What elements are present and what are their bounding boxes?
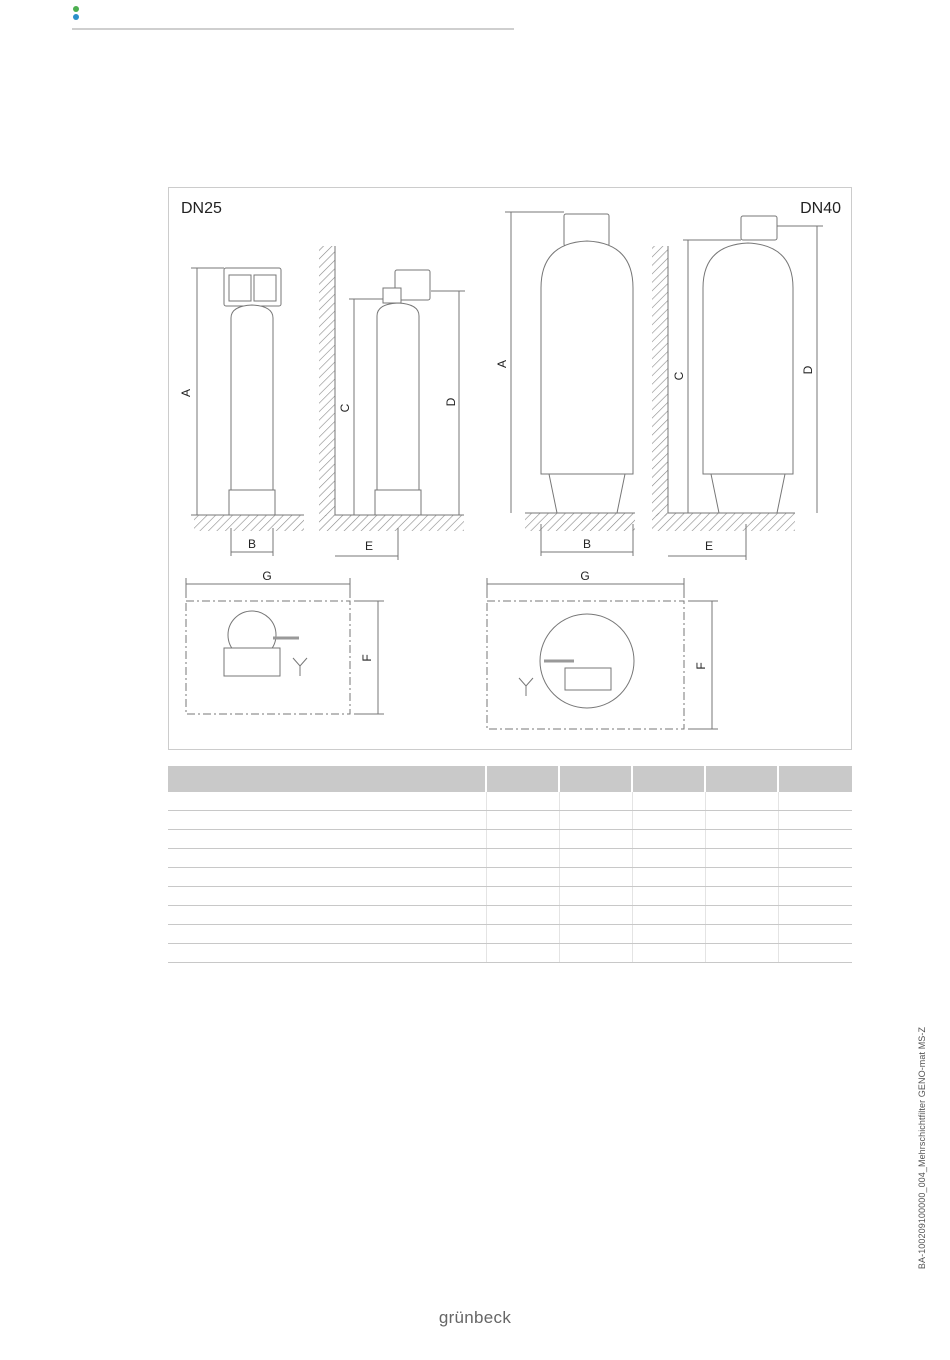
dim-e-left: E: [364, 539, 374, 553]
table-row: [168, 792, 852, 811]
table-row: [168, 868, 852, 887]
table-cell: [559, 830, 632, 849]
table-cell: [168, 906, 486, 925]
table-header-cell: [778, 766, 852, 792]
table-cell: [559, 792, 632, 811]
table-cell: [168, 925, 486, 944]
footer-logo: grünbeck: [438, 1308, 512, 1327]
table-cell: [168, 887, 486, 906]
dim-c-right: C: [672, 371, 686, 381]
table-cell: [168, 830, 486, 849]
table-cell: [705, 868, 778, 887]
table-cell: [778, 925, 852, 944]
dn25-label: DN25: [181, 200, 222, 217]
table-cell: [168, 944, 486, 963]
table-cell: [778, 792, 852, 811]
table-cell: [705, 849, 778, 868]
table-row: [168, 811, 852, 830]
table-cell: [632, 906, 705, 925]
table-row: [168, 849, 852, 868]
table-cell: [632, 830, 705, 849]
table-cell: [705, 944, 778, 963]
table-cell: [778, 944, 852, 963]
table-cell: [559, 887, 632, 906]
dim-d-right: D: [801, 365, 815, 375]
dim-b-right: B: [582, 537, 592, 551]
table-header-cell: [168, 766, 486, 792]
table-cell: [705, 925, 778, 944]
table-cell: [632, 811, 705, 830]
table-row: [168, 906, 852, 925]
table-cell: [559, 849, 632, 868]
header-rule: [72, 28, 514, 30]
dim-d-left: D: [444, 397, 458, 407]
table-cell: [705, 887, 778, 906]
blue-dot: [73, 14, 79, 20]
table-row: [168, 887, 852, 906]
table-header-cell: [559, 766, 632, 792]
table-cell: [168, 849, 486, 868]
document-code: [917, 1012, 927, 1284]
table-cell: [486, 887, 559, 906]
table-cell: [632, 944, 705, 963]
dim-a-left: A: [179, 388, 193, 398]
table-cell: [778, 811, 852, 830]
brand-logo-dots: [73, 6, 81, 22]
table-header-row: [168, 766, 852, 792]
table-cell: [486, 849, 559, 868]
table-cell: [486, 868, 559, 887]
table-cell: [632, 887, 705, 906]
table-cell: [168, 811, 486, 830]
table-cell: [778, 887, 852, 906]
table-cell: [168, 792, 486, 811]
green-dot: [73, 6, 79, 12]
table-cell: [486, 925, 559, 944]
dim-e-right: E: [704, 539, 714, 553]
table-cell: [778, 868, 852, 887]
table-cell: [705, 792, 778, 811]
dim-a-right: A: [495, 359, 509, 369]
table-cell: [632, 792, 705, 811]
dn40-label: DN40: [800, 200, 841, 217]
table-cell: [559, 868, 632, 887]
dim-f-left: F: [360, 654, 374, 662]
table-cell: [705, 811, 778, 830]
dim-g-left: G: [262, 569, 272, 583]
table-cell: [632, 868, 705, 887]
table-row: [168, 830, 852, 849]
dim-c-left: C: [338, 403, 352, 413]
table-cell: [486, 792, 559, 811]
table-header-cell: [705, 766, 778, 792]
table-cell: [778, 849, 852, 868]
table-cell: [778, 830, 852, 849]
table-header-cell: [486, 766, 559, 792]
table-cell: [705, 830, 778, 849]
table-header-cell: [632, 766, 705, 792]
table-cell: [559, 944, 632, 963]
dimension-drawing: [168, 187, 852, 750]
table-row: [168, 925, 852, 944]
technical-drawing: [169, 188, 853, 751]
table-cell: [486, 906, 559, 925]
table-cell: [168, 868, 486, 887]
table-cell: [559, 906, 632, 925]
table-cell: [705, 906, 778, 925]
document-code-text: BA-100209100000_004_Mehrschichtfilter GENO-mat MS-Z: [917, 1026, 927, 1270]
dimensions-table: [168, 766, 852, 963]
table-cell: [486, 830, 559, 849]
table-cell: [632, 925, 705, 944]
dim-b-left: B: [247, 537, 257, 551]
dim-g-right: G: [580, 569, 590, 583]
table-cell: [486, 944, 559, 963]
table-cell: [632, 849, 705, 868]
table-cell: [559, 925, 632, 944]
table-cell: [486, 811, 559, 830]
table-cell: [778, 906, 852, 925]
table-cell: [559, 811, 632, 830]
dim-f-right: F: [694, 662, 708, 670]
table-row: [168, 944, 852, 963]
